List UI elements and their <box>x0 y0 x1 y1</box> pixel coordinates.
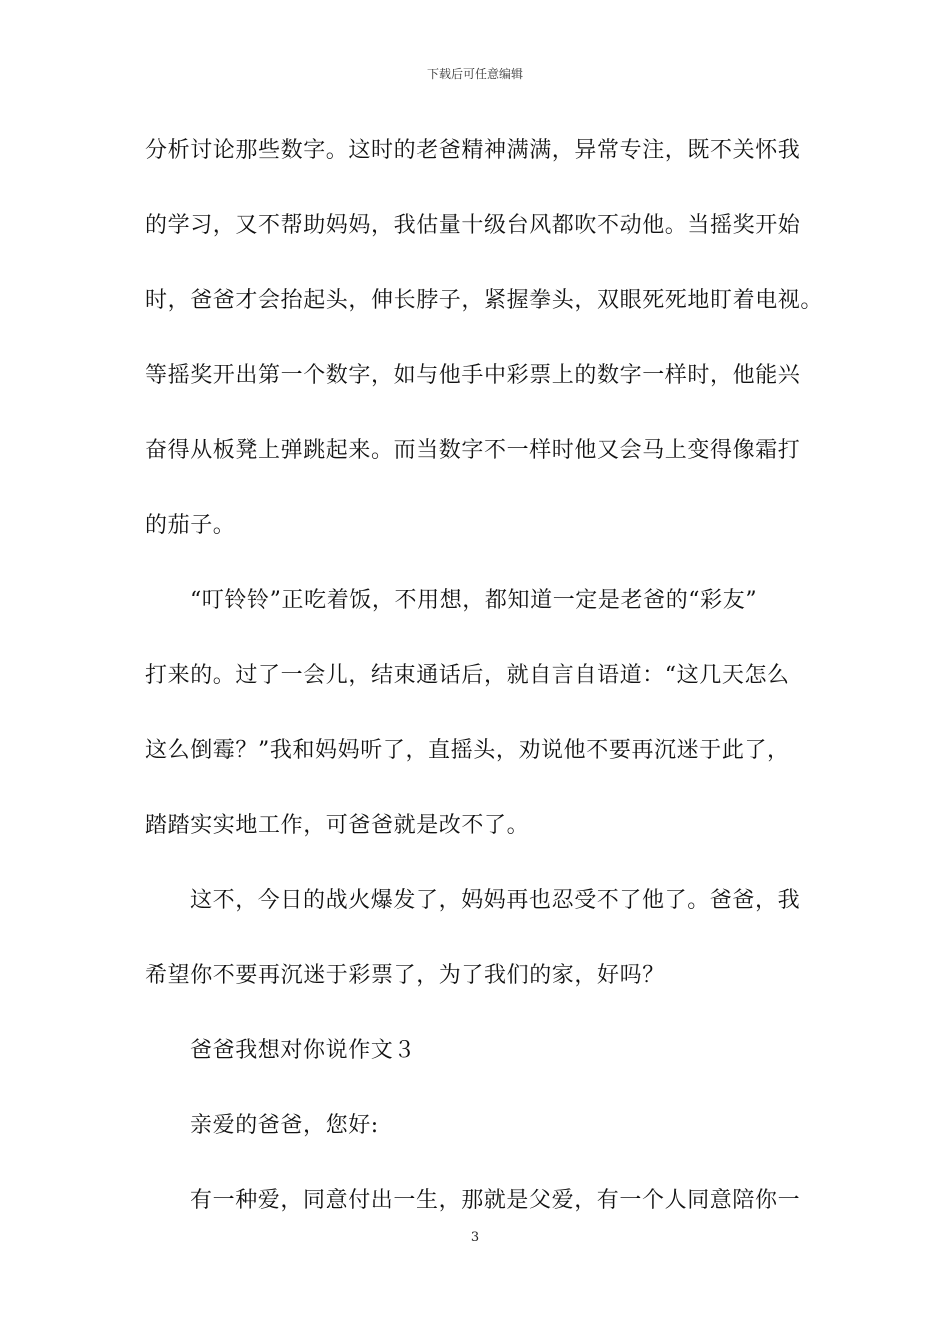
text-line-2: 的学习，又不帮助妈妈，我估量十级台风都吹不动他。当摇奖开始 <box>145 213 801 238</box>
text-line-15: 有一种爱，同意付出一生，那就是父爱，有一个人同意陪你一 <box>190 1188 801 1213</box>
page-header: 下载后可任意编辑 <box>426 67 523 81</box>
text-line-11: 这不，今日的战火爆发了，妈妈再也忍受不了他了。爸爸，我 <box>190 888 801 913</box>
page-number: 3 <box>470 1230 480 1245</box>
text-line-5: 奋得从板凳上弹跳起来。而当数字不一样时他又会马上变得像霜打 <box>145 438 801 463</box>
section-heading: 爸爸我想对你说作文３ <box>190 1038 417 1063</box>
text-line-10: 踏踏实实地工作，可爸爸就是改不了。 <box>145 813 530 838</box>
text-line-4: 等摇奖开出第一个数字，如与他手中彩票上的数字一样时，他能兴 <box>145 363 801 388</box>
text-line-1: 分析讨论那些数字。这时的老爸精神满满，异常专注，既不关怀我 <box>145 138 801 163</box>
text-line-7: “叮铃铃”正吃着饭，不用想，都知道一定是老爸的“彩友” <box>190 588 758 613</box>
text-line-12: 希望你不要再沉迷于彩票了，为了我们的家，好吗？ <box>145 963 665 988</box>
text-line-9: 这么倒霉？”我和妈妈听了，直摇头，劝说他不要再沉迷于此了， <box>145 738 790 763</box>
text-line-6: 的茄子。 <box>145 513 236 538</box>
text-line-8: 打来的。过了一会儿，结束通话后，就自言自语道：“这几天怎么 <box>145 663 790 688</box>
text-line-3: 时，爸爸才会抬起头，伸长脖子，紧握拳头，双眼死死地盯着电视。 <box>145 288 824 313</box>
greeting-line: 亲爱的爸爸，您好: <box>190 1113 379 1138</box>
